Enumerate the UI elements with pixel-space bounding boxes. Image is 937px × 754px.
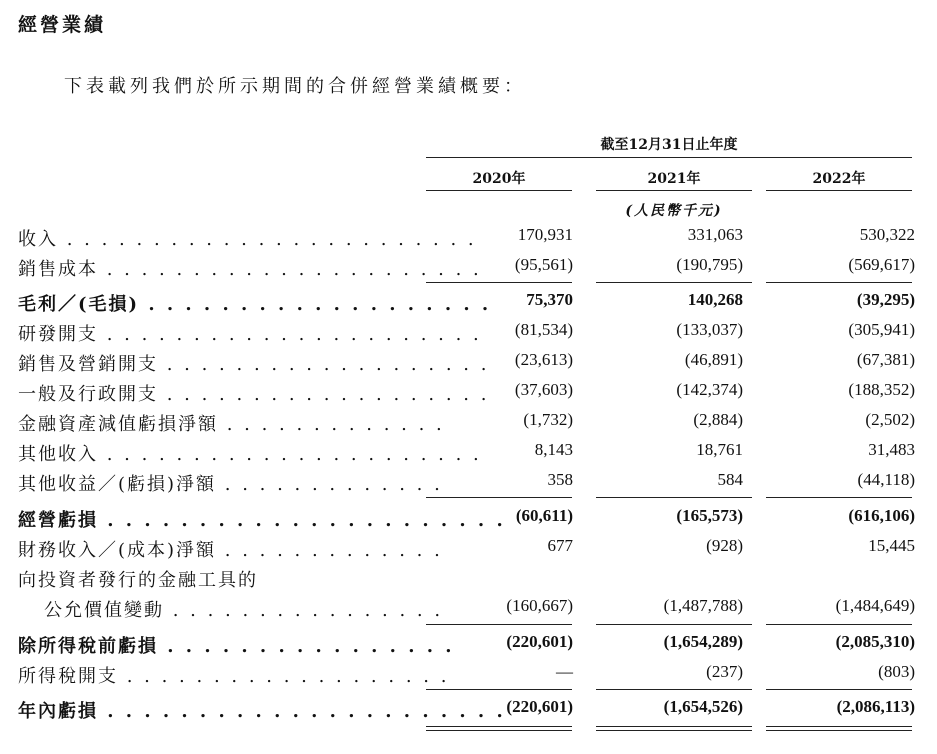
- value-2020: (60,611): [515, 506, 573, 525]
- table-row-fair-value-changes: [0, 596, 937, 626]
- column-header-2021: 2021年: [647, 171, 701, 187]
- value-2021: (142,374): [676, 380, 743, 399]
- table-row-fair-value-heading: [0, 566, 937, 596]
- subtotal-rule: [766, 282, 912, 283]
- table-row-operating-loss: [0, 506, 937, 536]
- row-label: 所得稅開支 . . . . . . . . . . . . . . . . . . .: [18, 666, 450, 687]
- row-label: 銷售成本 . . . . . . . . . . . . . . . . . . . . . .: [18, 259, 482, 280]
- intro-paragraph: 下表載列我們於所示期間的合併經營業績概要：: [64, 76, 526, 97]
- period-header-rule: [426, 157, 912, 158]
- value-2022: 15,445: [868, 536, 915, 555]
- subtotal-rule: [596, 689, 752, 690]
- value-2022: (305,941): [848, 320, 915, 339]
- table-row-impairment-losses: [0, 410, 937, 440]
- row-label: 公允價值變動 . . . . . . . . . . . . . . . .: [44, 600, 444, 621]
- column-rule-2022: [766, 190, 912, 191]
- row-label: 收入 . . . . . . . . . . . . . . . . . . . . . . . .: [18, 229, 477, 250]
- subtotal-rule: [426, 689, 572, 690]
- value-2020: 75,370: [526, 290, 573, 309]
- table-row-loss-before-tax: [0, 632, 937, 662]
- subtotal-rule: [766, 624, 912, 625]
- row-label: 金融資產減值虧損淨額 . . . . . . . . . . . . .: [18, 414, 445, 435]
- table-row-admin-expenses: [0, 380, 937, 410]
- table-row-income-tax: [0, 662, 937, 692]
- value-2022: (2,085,310): [835, 632, 915, 651]
- value-2022: (39,295): [856, 290, 915, 309]
- table-row-rd-expenses: [0, 320, 937, 350]
- table-row-cost-of-sales: [0, 255, 937, 285]
- row-label: 除所得稅前虧損 . . . . . . . . . . . . . . . .: [18, 636, 455, 657]
- value-2021: (1,487,788): [663, 596, 743, 615]
- value-2021: (190,795): [676, 255, 743, 274]
- row-label: 財務收入／(成本)淨額 . . . . . . . . . . . . .: [18, 540, 443, 561]
- row-label: 一般及行政開支 . . . . . . . . . . . . . . . . . . .: [18, 384, 490, 405]
- value-2022: (803): [878, 662, 915, 681]
- row-label: 銷售及營銷開支 . . . . . . . . . . . . . . . . . . .: [18, 354, 490, 375]
- table-row-revenue: [0, 225, 937, 255]
- value-2022: (2,086,113): [836, 697, 915, 716]
- subtotal-rule: [596, 497, 752, 498]
- section-title: 經營業績: [18, 14, 107, 36]
- total-double-rule: [596, 726, 752, 731]
- subtotal-rule: [426, 624, 572, 625]
- value-2022: (44,118): [857, 470, 915, 489]
- value-2020: (220,601): [506, 697, 573, 716]
- total-double-rule: [426, 726, 572, 731]
- value-2020: (1,732): [523, 410, 573, 429]
- value-2022: (2,502): [865, 410, 915, 429]
- value-2020: (81,534): [514, 320, 573, 339]
- subtotal-rule: [426, 497, 572, 498]
- value-2020: (220,601): [506, 632, 573, 651]
- value-2020: 8,143: [534, 440, 573, 459]
- value-2022: (1,484,649): [835, 596, 915, 615]
- table-row-finance-income: [0, 536, 937, 566]
- value-2022: 31,483: [868, 440, 915, 459]
- row-label: 其他收入 . . . . . . . . . . . . . . . . . . . . . .: [18, 444, 482, 465]
- value-2021: 584: [717, 470, 743, 489]
- value-2022: (569,617): [848, 255, 915, 274]
- subtotal-rule: [596, 624, 752, 625]
- row-label: 其他收益／(虧損)淨額 . . . . . . . . . . . . .: [18, 474, 443, 495]
- value-2021: 140,268: [687, 290, 743, 309]
- unit-label: (人民幣千元): [625, 203, 723, 219]
- subtotal-rule: [766, 497, 912, 498]
- table-row-loss-for-year: [0, 697, 937, 727]
- value-2021: (46,891): [684, 350, 743, 369]
- value-2021: (1,654,526): [663, 697, 743, 716]
- value-2020: —: [556, 662, 573, 681]
- value-2020: (23,613): [514, 350, 573, 369]
- value-2021: (133,037): [676, 320, 743, 339]
- column-header-2022: 2022年: [812, 171, 866, 187]
- subtotal-rule: [426, 282, 572, 283]
- value-2020: (95,561): [514, 255, 573, 274]
- row-label: 經營虧損 . . . . . . . . . . . . . . . . . . . . . .: [18, 510, 506, 531]
- value-2022: (188,352): [848, 380, 915, 399]
- value-2021: 331,063: [687, 225, 743, 244]
- value-2020: (160,667): [506, 596, 573, 615]
- value-2021: (928): [706, 536, 743, 555]
- value-2020: 170,931: [517, 225, 573, 244]
- table-row-other-gains: [0, 470, 937, 500]
- row-label: 年內虧損 . . . . . . . . . . . . . . . . . . . . . .: [18, 701, 506, 722]
- table-row-selling-expenses: [0, 350, 937, 380]
- row-label: 向投資者發行的金融工具的: [18, 570, 258, 591]
- period-header: 截至12月31日止年度: [600, 137, 738, 153]
- table-row-other-income: [0, 440, 937, 470]
- total-double-rule: [766, 726, 912, 731]
- subtotal-rule: [596, 282, 752, 283]
- value-2022: 530,322: [859, 225, 915, 244]
- value-2020: 358: [547, 470, 573, 489]
- column-rule-2020: [426, 190, 572, 191]
- row-label: 研發開支 . . . . . . . . . . . . . . . . . . . . . .: [18, 324, 482, 345]
- column-header-2020: 2020年: [472, 171, 526, 187]
- value-2021: (2,884): [693, 410, 743, 429]
- table-row-gross-profit: [0, 290, 937, 320]
- value-2021: (1,654,289): [663, 632, 743, 651]
- value-2020: 677: [547, 536, 573, 555]
- row-label: 毛利／(毛損) . . . . . . . . . . . . . . . . . . .: [18, 294, 492, 315]
- value-2022: (67,381): [856, 350, 915, 369]
- value-2021: (237): [706, 662, 743, 681]
- column-rule-2021: [596, 190, 752, 191]
- value-2021: (165,573): [676, 506, 743, 525]
- value-2020: (37,603): [514, 380, 573, 399]
- subtotal-rule: [766, 689, 912, 690]
- value-2022: (616,106): [848, 506, 915, 525]
- value-2021: 18,761: [696, 440, 743, 459]
